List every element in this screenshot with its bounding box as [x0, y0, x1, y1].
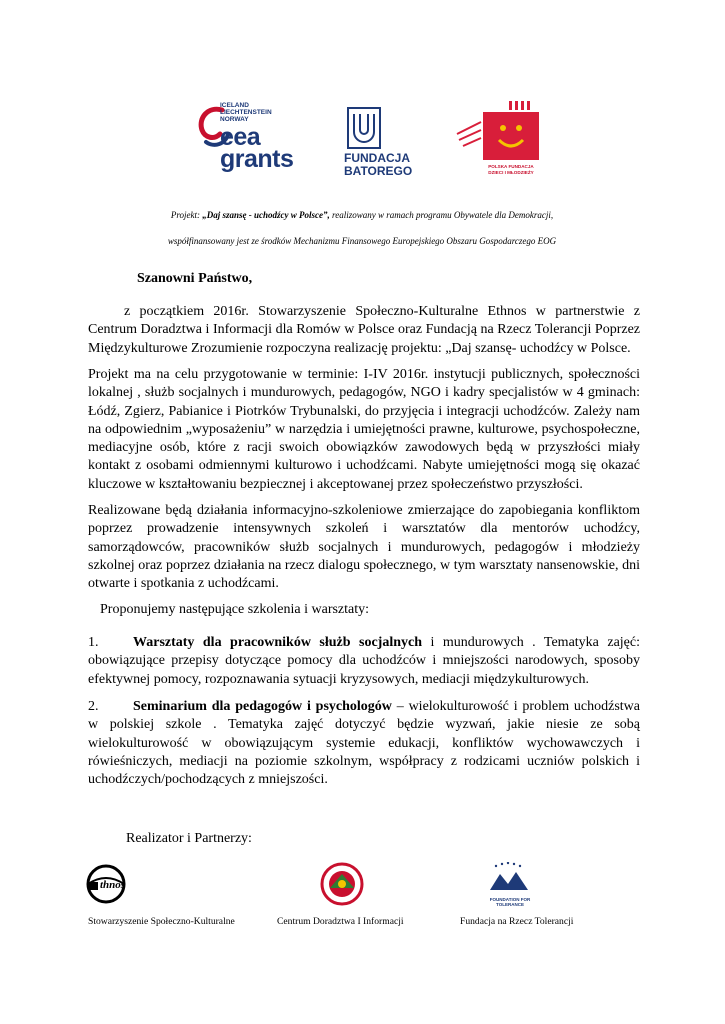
paragraph-proposal: Proponujemy następujące szkolenia i warsztaty: — [100, 602, 370, 617]
batory-text — [344, 152, 412, 178]
batory-batorego: BATOREGO — [344, 164, 413, 178]
list-item-text: – wielokulturowość i problem uchodźstwa w polskiej szkole . Tematyka zajęć dotyczyć będzie wyzwań, jakie niesie ze sobą wielokulturowość w obowiązującym systemie edukacji, konfliktów wychowawczych i rówieśniczych, mediacji na poziomie szkolnym, współpracy z rodzicami uczniów polskich i uchodźczych/pochodzących z mniejszości. — [88, 699, 640, 788]
list-item-title: Seminarium dla pedagogów i psychologów — [133, 699, 392, 714]
fft-emblem-icon — [484, 862, 536, 896]
caption-fundacja: Fundacja na Rzecz Tolerancji — [460, 916, 574, 927]
list-item-title: Warsztaty dla pracowników służb socjalnych — [133, 635, 422, 650]
list-item-number: 1. — [88, 635, 99, 650]
eea-countries — [220, 102, 272, 123]
paragraph-intro: z początkiem 2016r. Stowarzyszenie Społeczno-Kulturalne Ethnos w partnerstwie z Centrum Doradztwa i Informacji dla Romów w Polsce oraz Fundacją na Rzecz Tolerancji Poprzez Międzykulturowe Zrozumienie rozpoczyna realizację projektu: „Daj szansę- uchodźcy w Polsce. — [88, 304, 640, 356]
eea-grants-logo — [196, 100, 308, 176]
list-item-text: i mundurowych . Tematyka zajęć: obowiązujące przepisy dotyczące pomocy dla uchodźców i mniejszości narodowych, sposoby efektywnej pomocy, rozpoznawania sytuacji kryzysowych, mediacji międzykulturowych. — [88, 635, 640, 687]
eea-norway: NORWAY — [220, 116, 249, 123]
eea-iceland: ICELAND — [220, 102, 249, 109]
grants-word: grants — [220, 145, 294, 173]
foundation-for-tolerance-logo — [484, 862, 536, 908]
pfdim-text — [479, 164, 543, 175]
ethnos-logo-text: thnos — [100, 879, 126, 891]
fundacja-batorego-logo — [344, 106, 426, 182]
paragraph-activities: Realizowane będą działania informacyjno-szkoleniowe zmierzające do zapobiegania konfliktom poprzez prowadzenie intensywnych szkoleń i warsztatów dla mentorów uchodźcy, samorządowców, pracowników służb socjalnych i mundurowych, pedagogów i młodzieży szkolnej oraz poprzez działania na rzecz dialogu społecznego, w tym warsztaty nansenowskie, dni otwarte i spotkania z uchodźcami. — [88, 503, 640, 592]
project-info-line1 — [60, 210, 664, 220]
project-rest: realizowany w ramach programu Obywatele dla Demokracji, — [329, 210, 554, 220]
batory-emblem-icon — [346, 106, 382, 150]
partners-heading: Realizator i Partnerzy: — [126, 831, 252, 846]
eea-word: eea — [220, 123, 261, 151]
eea-liechtenstein: LIECHTENSTEIN — [220, 109, 272, 116]
centrum-doradztwa-logo — [318, 862, 366, 908]
ethnos-logo — [84, 862, 132, 908]
batory-fundacja: FUNDACJA — [344, 151, 410, 165]
greeting: Szanowni Państwo, — [137, 271, 253, 286]
pfdim-line2: DZIECI I MŁODZIEŻY — [488, 169, 534, 175]
list-item-number: 2. — [88, 699, 99, 714]
list-item — [88, 634, 640, 689]
eea-wordmark — [220, 123, 294, 173]
project-info-line2: współfinansowany jest ze środków Mechanizmu Finansowego Europejskiego Obszaru Gospodarczego EOG — [167, 236, 557, 246]
pfdim-line1: POLSKA FUNDACJA — [488, 164, 534, 169]
project-name: „Daj szansę - uchodźcy w Polsce”, — [202, 210, 330, 220]
paragraph-goal: Projekt ma na celu przygotowanie w terminie: I-IV 2016r. instytucji publicznych, społeczności lokalnej , służb socjalnych i mundurowych, pedagogów, NGO i kadry specjalistów w 4 gminach: Łódź, Zgierz, Pabianice i Piotrków Trybunalski, do przyjęcia i integracji uchodźców. Zależy nam na odpowiednim „wyposażeniu” w narzędzia i umiejętności prawne, kulturowe, psychospołeczne, mediacyjne osób, które z racji swoich obowiązków zawodowych będą w przyszłości miały kontakt z osobami odmiennymi kulturowo i uchodźcami. Nabyte umiejętności mogą się okazać kluczowe w kształtowaniu bezpiecznej i akceptowanej przez społeczeństwo przyszłości. — [88, 367, 640, 492]
project-prefix: Projekt: — [170, 210, 203, 220]
caption-centrum: Centrum Doradztwa I Informacji — [277, 916, 404, 927]
pfdim-logo — [453, 100, 553, 186]
pfdim-emblem-icon — [453, 100, 553, 162]
fft-logo-text: FOUNDATION FOR TOLERANCE — [489, 897, 531, 907]
centrum-emblem-icon — [318, 862, 366, 908]
caption-ethnos: Stowarzyszenie Społeczno-Kulturalne — [88, 916, 235, 927]
list-item — [88, 698, 640, 789]
